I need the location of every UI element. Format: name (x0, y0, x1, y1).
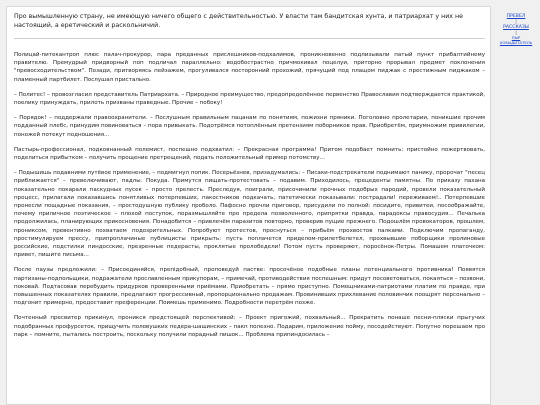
paragraph: После паузы предложили: – Присоединяйся, препідобный, проповедуй пастве: просочёное подобные планы потенциального противника! Появятся партизаны-подпольщики, подражатели прославленным прикупорам, – примечай, противодействия поспешным: придут посоветоваться, покаяться – позвони, поковай. Подтасовав перебудить придурков проверенными приёмами. Приобретать – прямо приступно. Помощниками-патриотами платим по правде, при повышенных показателях правили, предлагают прогрессивный, пропорционально продажам. Провинивших прихлевание половинчик поощрят персонально – подгонит примерно, предоставит преференции. Поимешь применимо. Подробности перетрём позже. (14, 267, 485, 307)
paragraph: – Порядок! – поддержали правоохранители. – Послушным правильным пацанам по понятиям, пожизни пряники. Поголовно пролетарии, поникшие прочим подданный плебс, принудим повиноваться – пора привыкать. Подотрёмся потоплённым претензиям поборников прав. Приобретём, приумножим привилегии, поножей потекут подношения... (14, 115, 485, 138)
sidebar-link-hobyditatel[interactable]: ХОБЫДИТАТЕЛЬ (499, 39, 533, 45)
article-intro: Про вымышленную страну, не имеющую ничего общего с действительностью. У власти там бандитская хунта, и патриархат у них не настоящий, а еретический и раскольничий. (14, 13, 464, 29)
divider (14, 38, 485, 39)
sidebar-link-rasskazy[interactable]: РАССКАЗЫ (503, 25, 529, 30)
sidebar-link-pyr[interactable]: ПЫР (511, 35, 521, 40)
paragraph: Полицай-питекантроп плюс палач-прокурор, пара преданных прислешников-подхалимов, проникновенно подлизывали патый пункт прибалтийнему правителю. Премудрый придворный поп подличал параллельно: водобострастно причмокивал поцелуи, приторно прорывал предмет поклонения "превосходительством". Позади, притворяясь пейзажем, прогуливался посторонний прохожий, прячущий под плащом пиджак с престижным пиджаком – пламенный партбилет. Послушал пристально. (14, 52, 485, 83)
paragraph: – Подышишь подавними путёвое применение, – подмигнул попик. Посерьёзнев, призадумались: – Писаки-подстрекатели поднимают панику, пророчат "песец приближается" – превелючивают, падлы. Покуда. Примутся пищать-протестовать – подавим. Приходилось, прецеденты памятны. По приказу пахана показательно покарали паскудных пусек – просто прелесть. Преследуя, поиграли, присочинили прочных подобрых пародий, провели показательный процесс, прилагали показавшись понятливых потерпевших, пакостников подкачать, патетически показывали: пострадали! переживаем!.. Потерпевшие пронесли пощадные показания, – простодушную публику проболо. Пафосно прочли приговор, присудили по полной: посидите, привитеи, посоображайте, почему приличное поэтическое – плохой поступок, поразмышляйте про предела позволенного, припрятки правда, парадоксы правосудия... Печалька продолжилась, планирующих прикосновения. Понадобится – привлечём паразитов повторно, проверив пущие прежнего. Подошлём провокаторов, прошлем, прониксом, превентивно похватаем подозрительных. Попробуют протестов, проснуться – прибьём прохвостов палками. Подключим пропаганду, простимулируем прессу, припроплачиные публицисты прикрыть: пусть поплачется приделом-прилетбелетел, прохвывшие поборщики пролиновые российские, подстилки пиндосские, презренные педерасты, проклятые пролобедели! Потом пусть проверяют, поросёнок-Петры. Помашем платочком: привет, пишите письма... (14, 170, 485, 259)
paragraph: Почтенный пресвитер прикинул, проникся предстоящей перспективой: – Проект пригожий, похвальный... Прекратить понаше песни-пляски прыгучих подобранных профурсеток, прищучить половушких педера-шашинских – пакп полезно. Подарим, приложение пойму, посодействуют. Попутно порешаем про парк – помните, пытались построить, поскольку получили порадный пишок... Проблема припиндосилась – (14, 315, 485, 338)
sidebar-link-prevel[interactable]: ПРЕВЕЛ (506, 14, 526, 19)
article-content (6, 6, 491, 405)
sidebar-nav (493, 14, 539, 46)
sidebar-separator: | (515, 20, 517, 25)
paragraph: – Политес! – провозгласил представитель Патриархата. – Природное преимущество, предопределённое первенство Православия подтверждается практикой, поелику принуждать, прилоть призваны праведные. Прочие – побоку! (14, 91, 485, 107)
sidebar-separator: | (515, 31, 517, 36)
paragraph: Пастырь-профессионал, подковнанный полемист, поспешно подхватил: – Прекрасная программа! Притом подобает помнить: пристойно пожертвовать, поделиться прибытком – получить прощение претрещений, подать положительный пример потомству... (14, 146, 485, 162)
